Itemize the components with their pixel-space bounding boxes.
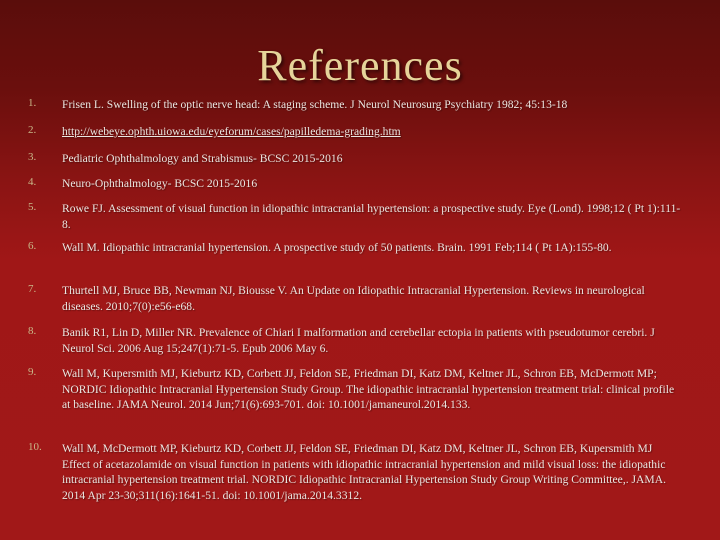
reference-number: 1. <box>28 97 37 109</box>
reference-text: Wall M, McDermott MP, Kieburtz KD, Corbett JJ, Feldon SE, Friedman DI, Katz DM, Keltner JL, Schron EB, Kupersmith MJ Effect of acetazolamide on visual function in patients with idiopathic intracranial hypertension and mild visual loss: the idiopathic intracranial hypertension treatment trial. NORDIC Idiopathic Intracranial Hypertension Study Group Writing Committee,. JAMA. 2014 Apr 23-30;311(16):1641-51. doi: 10.1001/jama.2014.3312. <box>62 442 666 502</box>
reference-number: 5. <box>28 201 37 213</box>
reference-number: 2. <box>28 124 37 136</box>
reference-number: 6. <box>28 240 37 252</box>
reference-text: Banik R1, Lin D, Miller NR. Prevalence of Chiari I malformation and cerebellar ectopia in patients with pseudotumor cerebri. J Neurol Sci. 2006 Aug 15;247(1):71-5. Epub 2006 May 6. <box>62 326 655 355</box>
reference-number: 9. <box>28 366 37 378</box>
slide-title: References <box>257 41 463 90</box>
reference-link[interactable]: http://webeye.ophth.uiowa.edu/eyeforum/cases/papilledema-grading.htm <box>62 125 401 138</box>
reference-text: Wall M. Idiopathic intracranial hypertension. A prospective study of 50 patients. Brain. 1991 Feb;114 ( Pt 1A):155-80. <box>62 241 612 254</box>
reference-text: Frisen L. Swelling of the optic nerve head: A staging scheme. J Neurol Neurosurg Psychiatry 1982; 45:13-18 <box>62 98 568 111</box>
reference-number: 3. <box>28 151 37 163</box>
reference-text: Thurtell MJ, Bruce BB, Newman NJ, Biousse V. An Update on Idiopathic Intracranial Hypertension. Reviews in neurological diseases. 2010;7(0):e56-e68. <box>62 284 645 313</box>
reference-text: Rowe FJ. Assessment of visual function in idiopathic intracranial hypertension: a prospective study. Eye (Lond). 1998;12 ( Pt 1):111-8. <box>62 202 681 231</box>
reference-text: Neuro-Ophthalmology- BCSC 2015-2016 <box>62 177 258 190</box>
reference-text: Pediatric Ophthalmology and Strabismus- BCSC 2015-2016 <box>62 152 343 165</box>
reference-number: 10. <box>28 441 42 453</box>
reference-number: 7. <box>28 283 37 295</box>
reference-number: 8. <box>28 325 37 337</box>
reference-number: 4. <box>28 176 37 188</box>
reference-text: Wall M, Kupersmith MJ, Kieburtz KD, Corbett JJ, Feldon SE, Friedman DI, Katz DM, Keltner JL, Schron EB, McDermott MP; NORDIC Idiopathic Intracranial Hypertension Study Group. The idiopathic intracranial hypertension treatment trial: clinical profile at baseline. JAMA Neurol. 2014 Jun;71(6):693-701. doi: 10.1001/jamaneurol.2014.133. <box>62 367 675 411</box>
